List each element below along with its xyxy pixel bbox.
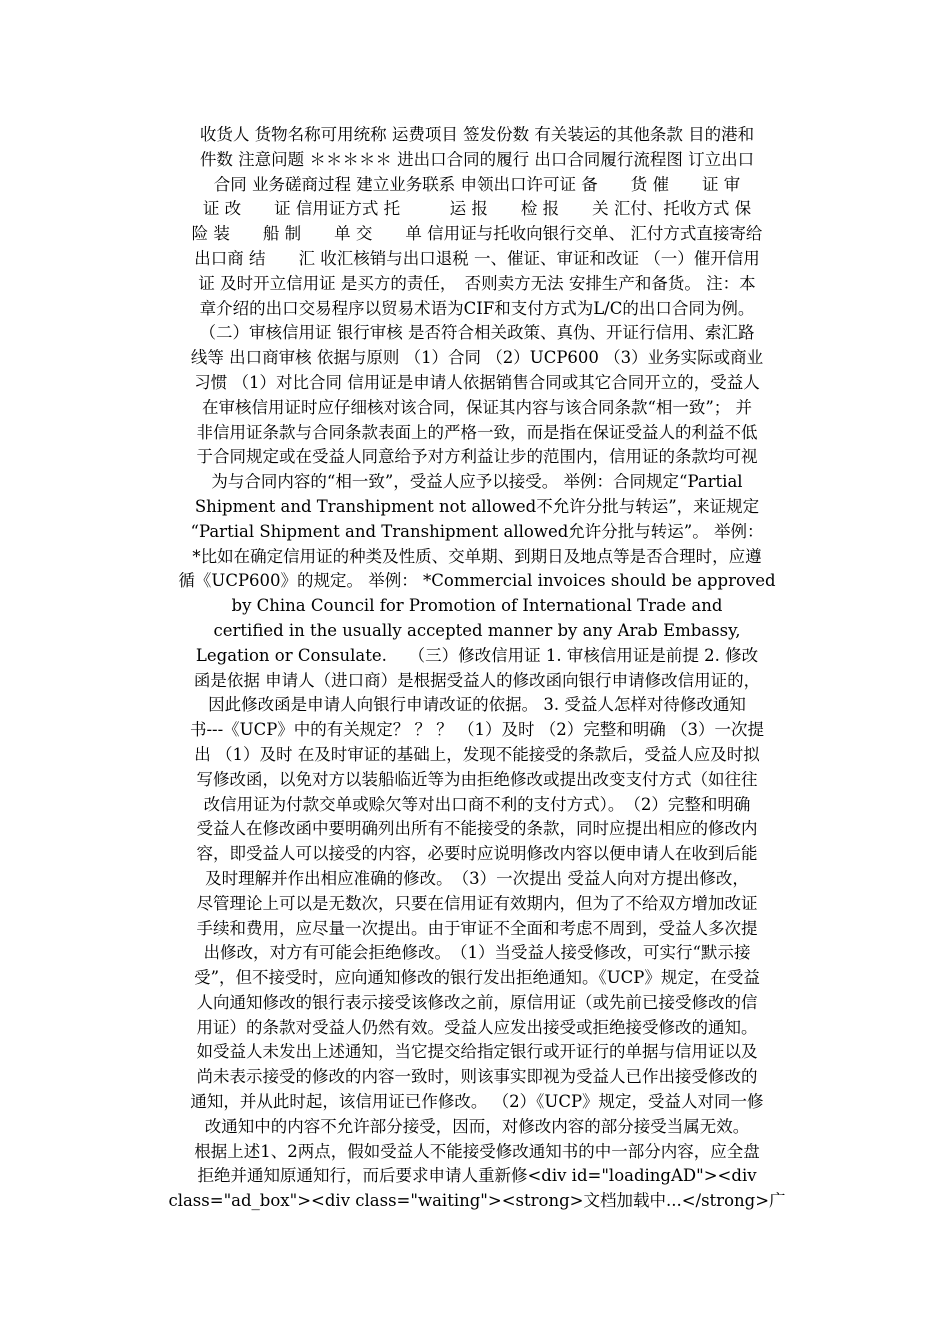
- text-line: 出口商 结 汇 收汇核销与出口退税 一、催证、审证和改证 （一）催开信用: [194, 248, 760, 268]
- text-line: 习惯 （1）对比合同 信用证是申请人依据销售合同或其它合同开立的，受益人: [194, 372, 760, 392]
- text-line: 尚未表示接受的修改的内容一致时，则该事实即视为受益人已作出接受修改的: [196, 1067, 758, 1087]
- text-line: 线等 出口商审核 依据与原则 （1）合同 （2）UCP600 （3）业务实际或商业: [190, 348, 764, 368]
- text-line: 及时理解并作出相应准确的修改。 （3）一次提出 受益人向对方提出修改，: [205, 868, 749, 888]
- text-line: 出 （1）及时 在及时审证的基础上，发现不能接受的条款后，受益人应及时拟: [194, 744, 760, 764]
- text-line: 于合同规定或在受益人同意给予对方利益让步的范围内，信用证的条款均可视: [196, 447, 758, 467]
- text-line: 证 及时开立信用证 是买方的责任， 否则卖方无法 安排生产和备货。 注：本: [198, 273, 756, 293]
- text-line: 书---《UCP》中的有关规定？ ？ ？ （1）及时 （2）完整和明确 （3）一次提: [189, 720, 765, 740]
- text-line: 在审核信用证时应仔细核对该合同，保证其内容与该合同条款“相一致”； 并: [201, 397, 753, 417]
- text-line: 收货人 货物名称可用统称 运费项目 签发份数 有关装运的其他条款 目的港和: [199, 125, 755, 144]
- text-line: 尽管理论上可以是无数次，只要在信用证有效期内，但为了不给双方增加改证: [196, 893, 758, 913]
- text-line: 写修改函，以免对方以装船临近等为由拒绝修改或提出改变支付方式（如往往: [196, 769, 758, 789]
- text-line: Shipment and Transhipment not allowed不允许分批与转运”，来证规定: [194, 496, 760, 516]
- text-line: 手续和费用，应尽量一次提出。由于审证不全面和考虑不周到，受益人多次提: [196, 918, 758, 938]
- text-line: class="ad_box"><div class="waiting"><strong>文档加载中...</strong>广: [168, 1191, 786, 1211]
- text-line: 函是依据 申请人（进口商）是根据受益人的修改函向银行申请修改信用证的，: [193, 670, 761, 690]
- text-line: 因此修改函是申请人向银行申请改证的依据。 3. 受益人怎样对待修改通知: [208, 695, 746, 715]
- text-line: Legation or Consulate. （三）修改信用证 1. 审核信用证是前提 2. 修改: [195, 645, 759, 665]
- text-line: 受益人在修改函中要明确列出所有不能接受的条款，同时应提出相应的修改内: [196, 819, 758, 839]
- text-line: 出修改，对方有可能会拒绝修改。 （1）当受益人接受修改，可实行“默示接: [203, 943, 751, 963]
- text-line: 非信用证条款与合同条款表面上的严格一致，而是指在保证受益人的利益不低: [196, 422, 758, 442]
- text-line: 通知，并从此时起，该信用证已作修改。 （2）《UCP》规定，受益人对同一修: [190, 1092, 764, 1112]
- text-line: 为与合同内容的“相一致”，受益人应予以接受。 举例：合同规定“Partial: [211, 472, 743, 492]
- text-line: 受”，但不接受时，应向通知修改的银行发出拒绝通知。《UCP》规定，在受益: [194, 968, 760, 988]
- text-line: 改信用证为付款交单或赊欠等对出口商不利的支付方式）。 （2）完整和明确: [203, 794, 751, 814]
- text-line: 证 改 证 信用证方式 托 运 报 检 报 关 汇付、托收方式 保: [202, 199, 752, 219]
- text-line: 循《UCP600》的规定。 举例： *Commercial invoices should be approved: [178, 571, 776, 591]
- document-body: [145, 123, 809, 1214]
- text-line: by China Council for Promotion of International Trade and: [231, 596, 723, 616]
- text-line: *比如在确定信用证的种类及性质、交单期、到期日及地点等是否合理时，应遵: [192, 546, 762, 566]
- text-line: 用证）的条款对受益人仍然有效。受益人应发出接受或拒绝接受修改的通知。: [196, 1017, 758, 1037]
- text-line: （二）审核信用证 银行审核 是否符合相关政策、真伪、开证行信用、索汇路: [199, 323, 755, 343]
- text-line: 改通知中的内容不允许部分接受，因而，对修改内容的部分接受当属无效。: [204, 1116, 750, 1136]
- text-line: 合同 业务磋商过程 建立业务联系 申领出口许可证 备 货 催 证 审: [213, 174, 741, 194]
- text-line: 根据上述1、2两点，假如受益人不能接受修改通知书的中一部分内容，应全盘: [194, 1141, 760, 1161]
- text-line: 人向通知修改的银行表示接受该修改之前，原信用证（或先前已接受修改的信: [196, 992, 758, 1012]
- text-line: 拒绝并通知原通知行，而后要求申请人重新修<div id="loadingAD"><div: [197, 1166, 757, 1186]
- text-line: 如受益人未发出上述通知，当它提交给指定银行或开证行的单据与信用证以及: [196, 1042, 758, 1062]
- text-line: 容，即受益人可以接受的内容，必要时应说明修改内容以便申请人在收到后能: [196, 844, 758, 864]
- text-line: “Partial Shipment and Transhipment allowed允许分批与转运”。 举例：: [190, 521, 764, 541]
- text-line: 章介绍的出口交易程序以贸易术语为CIF和支付方式为L/C的出口合同为例。: [199, 298, 755, 318]
- text-line: 险 装 船 制 单 交 单 信用证与托收向银行交单、 汇付方式直接寄给: [191, 224, 763, 244]
- text-line: 件数 注意问题 ＊＊＊＊＊ 进出口合同的履行 出口合同履行流程图 订立出口: [199, 149, 755, 169]
- text-line: certified in the usually accepted manner by any Arab Embassy,: [213, 620, 741, 640]
